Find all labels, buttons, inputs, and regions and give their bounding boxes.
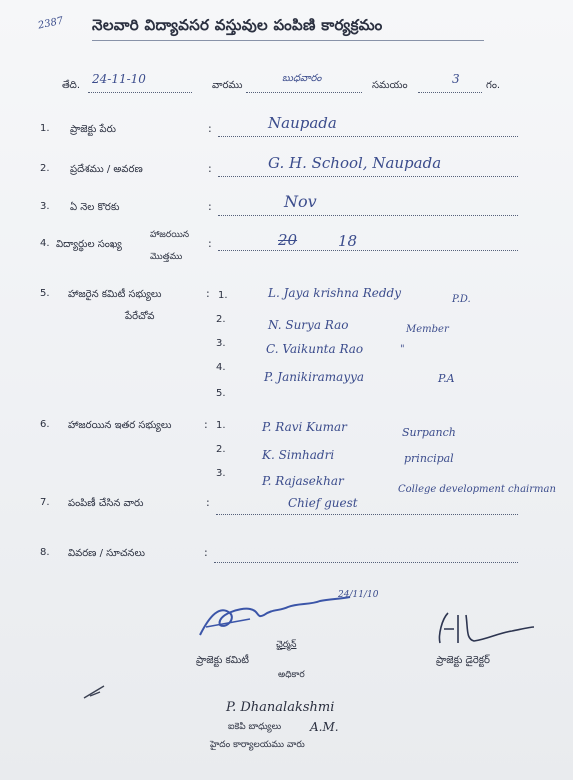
- committee-sublabel: పేరేచోవ: [125, 311, 155, 322]
- colon: :: [206, 496, 210, 509]
- member-number: 2.: [216, 444, 226, 455]
- signatory-role-value: A.M.: [310, 720, 339, 734]
- colon: :: [208, 237, 212, 250]
- title-underline: [92, 40, 484, 41]
- colon: :: [208, 200, 212, 213]
- committee-label: హాజరైన కమిటీ సభ్యులు: [68, 289, 162, 300]
- colon: :: [208, 162, 212, 175]
- field-number: 2.: [40, 163, 50, 174]
- field-number: 7.: [40, 497, 50, 508]
- time-value: 3: [452, 72, 460, 86]
- member-role: ": [400, 344, 405, 355]
- time-dots: [418, 92, 482, 93]
- field-number: 8.: [40, 547, 50, 558]
- field-value-place: G. H. School, Naupada: [268, 154, 442, 172]
- date-dots: [88, 92, 192, 93]
- colon: :: [206, 287, 210, 300]
- distributed-value: Chief guest: [288, 496, 358, 510]
- field-dots: [214, 562, 518, 563]
- director-signature: [428, 605, 538, 650]
- page-title: నెలవారి విద్యావసర వస్తువుల పంపిణి కార్యక్రమం: [92, 16, 383, 34]
- chairman-date: 24/11/10: [338, 590, 379, 600]
- director-title: ప్రాజెక్టు డైరెక్టర్: [436, 655, 490, 666]
- day-label: వారము: [212, 80, 243, 91]
- member-number: 5.: [216, 388, 226, 399]
- member-role: principal: [404, 452, 454, 465]
- member-role: Surpanch: [402, 426, 456, 439]
- time-suffix: గం.: [486, 80, 501, 91]
- committee-role: అధికార: [278, 670, 305, 680]
- member-number: 2.: [216, 314, 226, 325]
- field-dots: [218, 215, 518, 216]
- field-number: 1.: [40, 123, 50, 134]
- field-dots: [216, 514, 518, 515]
- remarks-label: వివరణ / సూచనలు: [68, 548, 146, 559]
- member-name: C. Vaikunta Rao: [266, 342, 364, 356]
- chairman-title: ఛైర్మన్: [276, 640, 297, 650]
- member-name: L. Jaya krishna Reddy: [268, 286, 402, 300]
- date-label: తేది.: [62, 80, 81, 91]
- member-number: 4.: [216, 362, 226, 373]
- field-number: 5.: [40, 288, 50, 299]
- field-dots: [218, 250, 518, 251]
- signatory-role-label: ఐకెపి బాధ్యులు: [228, 722, 282, 732]
- member-number: 3.: [216, 338, 226, 349]
- signatory-name: P. Dhanalakshmi: [226, 700, 335, 715]
- field-number: 6.: [40, 419, 50, 430]
- field-number: 3.: [40, 201, 50, 212]
- field-value-struck: 20: [278, 231, 298, 249]
- member-name: P. Janikiramayya: [264, 370, 365, 384]
- signatory-office: హైదం కార్యాలయము వారు: [210, 740, 305, 750]
- member-number: 1.: [218, 290, 228, 301]
- field-number: 4.: [40, 238, 50, 249]
- others-label: హాజరయిన ఇతర సభ్యులు: [68, 420, 172, 431]
- day-value: బుధవారం: [282, 73, 322, 84]
- field-value-month: Nov: [284, 192, 317, 211]
- field-dots: [218, 176, 518, 177]
- distributed-label: పంపిణీ చేసిన వారు: [68, 498, 144, 509]
- field-label-month: ఏ నెల కొరకు: [70, 202, 120, 213]
- date-value: 24-11-10: [92, 72, 146, 86]
- colon: :: [204, 546, 208, 559]
- title-annotation: 2387: [37, 15, 65, 32]
- member-name: N. Surya Rao: [268, 318, 349, 332]
- member-role: P.D.: [452, 294, 471, 305]
- colon: :: [208, 122, 212, 135]
- member-number: 1.: [216, 420, 226, 431]
- field-label-project: ప్రాజెక్టు పేరు: [70, 124, 116, 135]
- field-sub-present: హాజరయిన: [150, 230, 190, 240]
- field-label-place: ప్రదేశము / అవరణ: [70, 164, 143, 175]
- member-role: College development chairman: [398, 484, 556, 495]
- member-role: Member: [406, 324, 449, 335]
- member-role: P.A: [438, 372, 455, 385]
- member-name: P. Ravi Kumar: [262, 420, 347, 434]
- field-sub-total: మొత్తము: [150, 252, 183, 262]
- field-label-students: విద్యార్థుల సంఖ్య: [56, 239, 122, 250]
- day-dots: [246, 92, 362, 93]
- member-name: P. Rajasekhar: [262, 474, 344, 488]
- field-dots: [218, 136, 518, 137]
- committee-title: ప్రాజెక్టు కమిటీ: [196, 655, 249, 666]
- pen-mark: [80, 682, 110, 702]
- field-value-project: Naupada: [268, 114, 337, 132]
- member-number: 3.: [216, 468, 226, 479]
- colon: :: [204, 418, 208, 431]
- time-label: సమయం: [372, 80, 408, 91]
- member-name: K. Simhadri: [262, 448, 335, 462]
- field-value-students: 18: [338, 232, 358, 250]
